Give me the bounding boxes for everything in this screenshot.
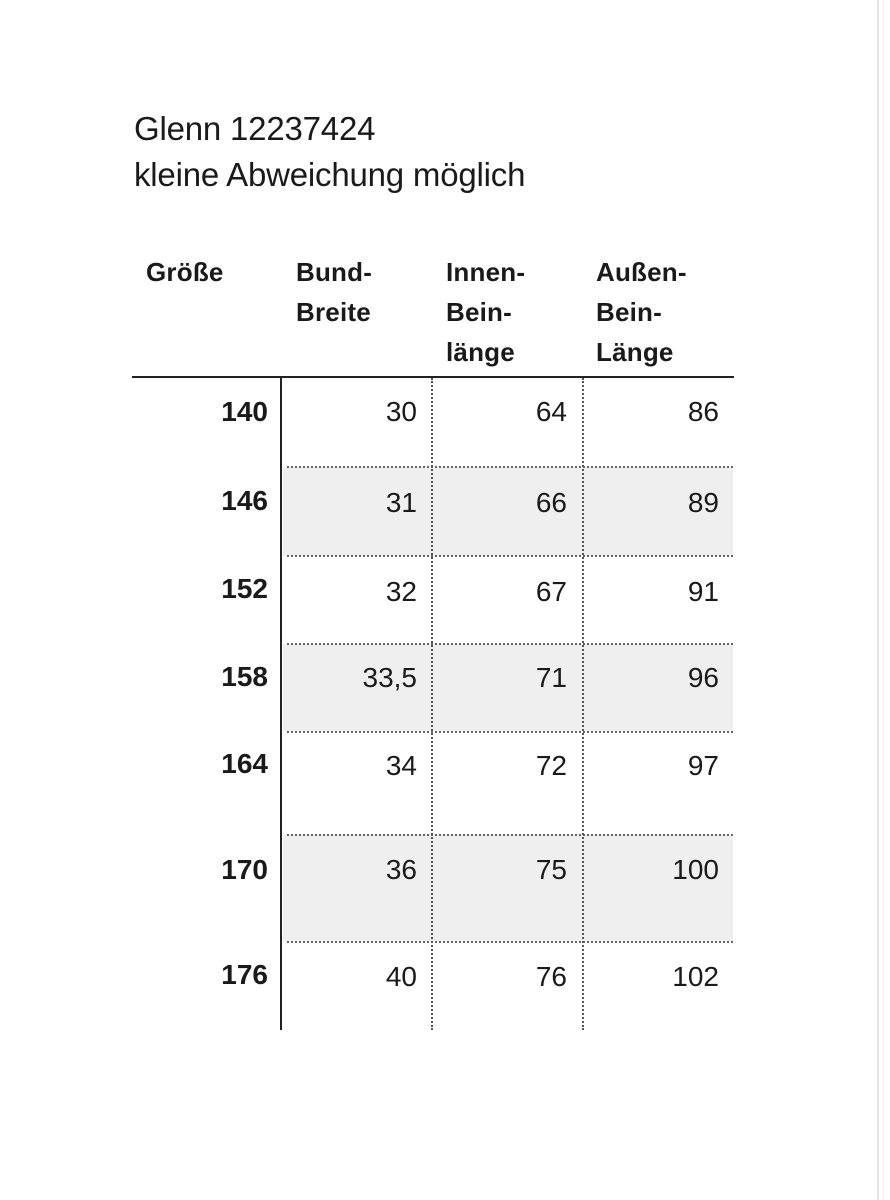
bund-breite-cell: 33,5: [362, 662, 417, 693]
right-edge-border-inner: [883, 0, 884, 1200]
row-separator: [287, 555, 733, 557]
header-innen-line-2: Bein-: [446, 297, 512, 327]
header-aussen-beinlaenge: [596, 252, 687, 372]
bund-breite-cell: 31: [385, 487, 417, 518]
size-cell: 176: [221, 959, 268, 990]
header-groesse-line: Größe: [146, 257, 224, 287]
header-bund-breite: [296, 252, 372, 332]
row-separator: [287, 466, 733, 468]
header-aussen-line-3: Länge: [596, 337, 674, 367]
bund-breite-cell: 36: [385, 854, 417, 885]
innen-beinlaenge-cell: 72: [535, 750, 567, 781]
column-separator: [431, 378, 433, 1030]
header-bund-breite-line-1: Bund-: [296, 257, 373, 287]
bund-breite-cell: 40: [385, 961, 417, 992]
aussen-beinlaenge-cell: 100: [672, 854, 719, 885]
header-rule: [132, 376, 734, 378]
chart-title: [134, 106, 525, 198]
header-innen-line-1: Innen-: [446, 257, 526, 287]
row-separator: [287, 731, 733, 733]
header-aussen-line-1: Außen-: [596, 257, 687, 287]
column-separator: [582, 378, 584, 1030]
innen-beinlaenge-cell: 64: [535, 396, 567, 427]
size-cell: 152: [221, 573, 268, 604]
header-bund-breite-line-2: Breite: [296, 297, 371, 327]
aussen-beinlaenge-cell: 91: [687, 576, 719, 607]
innen-beinlaenge-cell: 66: [535, 487, 567, 518]
header-aussen-line-2: Bein-: [596, 297, 662, 327]
right-edge-border: [877, 0, 879, 1200]
aussen-beinlaenge-cell: 102: [672, 961, 719, 992]
innen-beinlaenge-cell: 67: [535, 576, 567, 607]
row-shade-170: [283, 834, 733, 941]
title-note-line: kleine Abweichung möglich: [134, 156, 526, 193]
aussen-beinlaenge-cell: 89: [687, 487, 719, 518]
aussen-beinlaenge-cell: 86: [687, 396, 719, 427]
title-product-line: Glenn 12237424: [134, 110, 376, 147]
size-column-rule: [280, 378, 282, 1030]
size-cell: 140: [221, 396, 268, 427]
innen-beinlaenge-cell: 75: [535, 854, 567, 885]
size-cell: 170: [221, 854, 268, 885]
size-cell: 158: [221, 661, 268, 692]
aussen-beinlaenge-cell: 97: [687, 750, 719, 781]
aussen-beinlaenge-cell: 96: [687, 662, 719, 693]
size-cell: 164: [221, 748, 268, 779]
header-innen-line-3: länge: [446, 337, 515, 367]
header-groesse: [146, 252, 224, 292]
innen-beinlaenge-cell: 71: [535, 662, 567, 693]
bund-breite-cell: 32: [385, 576, 417, 607]
row-separator: [287, 941, 733, 943]
size-cell: 146: [221, 485, 268, 516]
bund-breite-cell: 30: [385, 396, 417, 427]
row-separator: [287, 643, 733, 645]
header-innen-beinlaenge: [446, 252, 525, 372]
row-separator: [287, 834, 733, 836]
innen-beinlaenge-cell: 76: [535, 961, 567, 992]
bund-breite-cell: 34: [385, 750, 417, 781]
